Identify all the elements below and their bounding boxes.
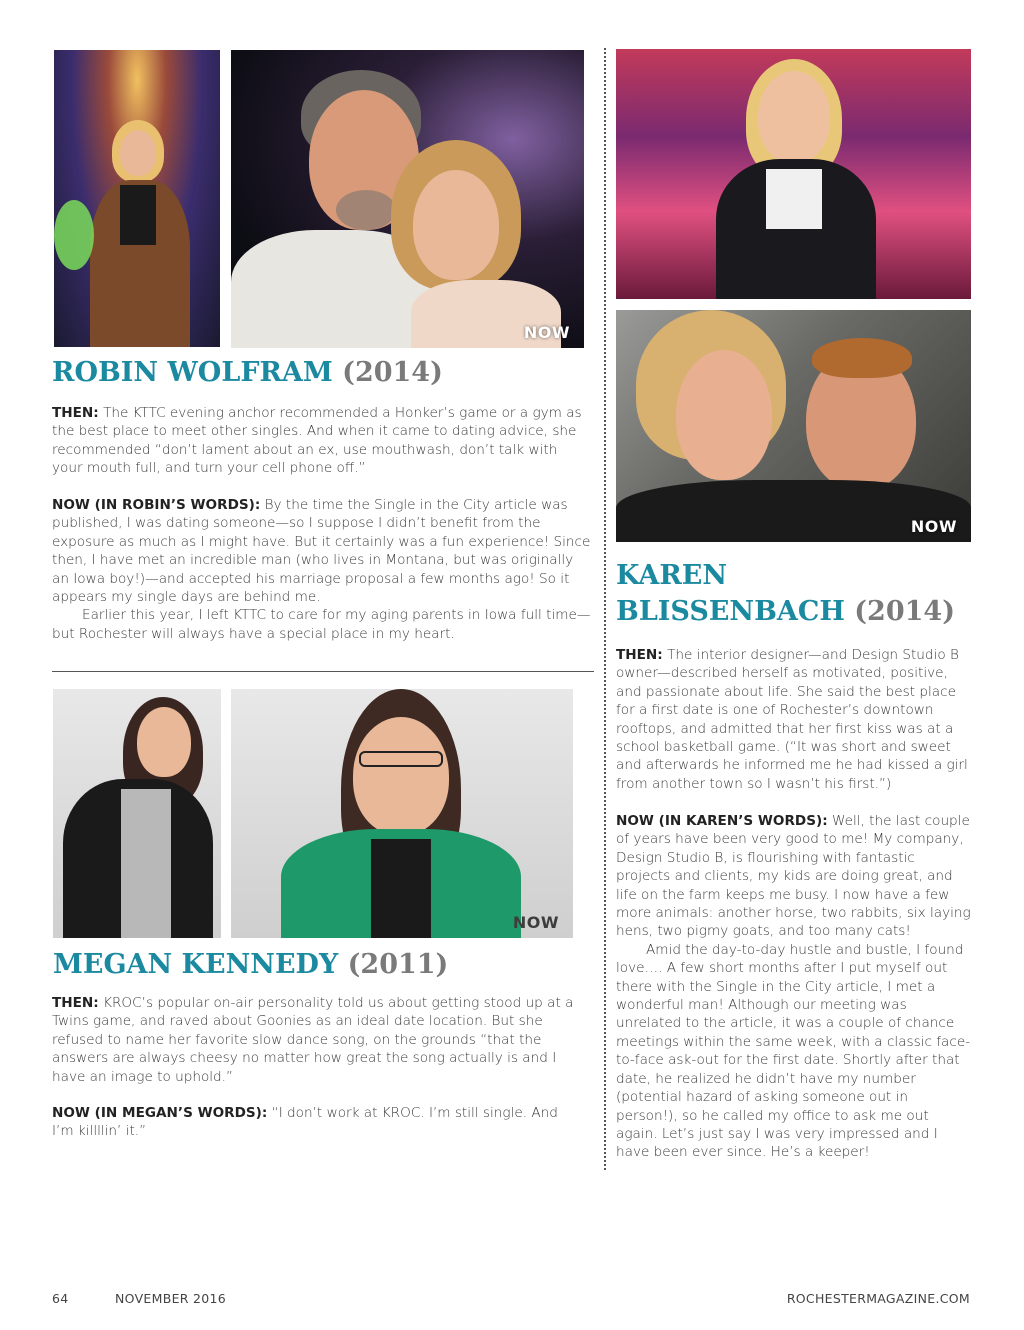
robin-now-photo xyxy=(231,50,584,348)
megan-then-paragraph xyxy=(52,994,592,1086)
now-label: NOW (IN ROBIN’S WORDS): xyxy=(52,497,261,513)
robin-heading xyxy=(52,358,443,388)
section-divider xyxy=(52,671,594,672)
now-tag: NOW xyxy=(512,913,559,932)
then-label: THEN: xyxy=(616,647,663,663)
karen-now-photo xyxy=(616,310,971,542)
now-label: NOW (IN MEGAN’S WORDS): xyxy=(52,1105,268,1121)
column-divider xyxy=(604,48,606,1170)
issue-date: NOVEMBER 2016 xyxy=(115,1291,227,1306)
now-tag: NOW xyxy=(523,323,570,342)
megan-now-photo xyxy=(231,689,573,938)
robin-now-paragraph xyxy=(52,496,592,643)
person-name-last: BLISSENBACH xyxy=(616,596,845,627)
then-text: The interior designer—and Design Studio B owner—described herself as motivated, positive, and passionate about life. She said the best place for a first date is one of Rochester’s downtown rooftops, and admitted that her first kiss was at a school basketball game. (“It was short and sweet and afterwards he informed me he had kissed a girl from another town so I wasn’t his first.”) xyxy=(616,647,968,792)
then-text: The KTTC evening anchor recommended a Honker’s game or a gym as the best place to meet other singles. And when it came to dating advice, she recommended “don’t lament about an ex, use mouthwash, don’t talk with your mouth full, and turn your cell phone off.” xyxy=(52,405,582,477)
page-number: 64 xyxy=(52,1291,69,1306)
then-label: THEN: xyxy=(52,405,99,421)
robin-then-photo xyxy=(54,50,220,347)
feature-year: (2011) xyxy=(347,949,449,980)
karen-then-photo xyxy=(616,49,971,299)
megan-heading xyxy=(53,950,448,980)
megan-then-photo xyxy=(53,689,221,938)
now-tag: NOW xyxy=(910,517,957,536)
karen-then-paragraph xyxy=(616,646,972,793)
now-text-continued: Amid the day-to-day hustle and bustle, I found love…. A few short months after I put myself out there with the Single in the City article, I met a wonderful man! Although our meeting was unrelated to the article, it was a couple of chance meetings within the same week, with a classic face-to-face ask-out for the first date. Shortly after that date, he realized he didn’t have my number (potential hazard of asking someone out in person!), so he called my office to ask me out again. Let’s just say I was very impressed and I have been ever since. He’s a keeper! xyxy=(616,941,971,1161)
now-label: NOW (IN KAREN’S WORDS): xyxy=(616,813,828,829)
then-label: THEN: xyxy=(52,995,99,1011)
then-text: KROC’s popular on-air personality told us about getting stood up at a Twins game, and raved about Goonies as an ideal date location. But she refused to name her favorite slow dance song, on the grounds “that the answers are always cheesy no matter how great the song actually is and I have an image to uphold.” xyxy=(52,995,574,1085)
now-text: By the time the Single in the City article was published, I was dating someone—so I suppose I didn’t benefit from the exposure as much as I might have. But it certainly was a fun experience! Since then, I have met an incredible man (who lives in Montana, but was originally an Iowa boy!)—and accepted his marriage proposal a few months ago! So it appears my single days are behind me. xyxy=(52,497,591,606)
now-text: Well, the last couple of years have been very good to me! My company, Design Studio B, is flourishing with fantastic projects and clients, my kids are doing great, and life on the farm keeps me busy. I now have a few more animals: another horse, two rabbits, six laying hens, two pigmy goats, and too many cats! xyxy=(616,813,971,940)
megan-now-paragraph xyxy=(52,1104,572,1141)
now-text-continued: Earlier this year, I left KTTC to care for my aging parents in Iowa full time—but Rochester will always have a special place in my heart. xyxy=(52,607,591,642)
feature-year: (2014) xyxy=(342,357,443,388)
person-name: ROBIN WOLFRAM xyxy=(52,357,333,388)
person-name: MEGAN KENNEDY xyxy=(53,949,339,980)
karen-heading xyxy=(616,558,955,630)
person-name-first: KAREN xyxy=(616,560,728,591)
karen-now-paragraph xyxy=(616,812,972,1162)
robin-then-paragraph xyxy=(52,404,592,478)
website-url: ROCHESTERMAGAZINE.COM xyxy=(786,1291,970,1306)
now-text: “I don’t work at KROC. I’m still single. And I’m killllin’ it.” xyxy=(52,1105,558,1140)
feature-year: (2014) xyxy=(854,596,955,627)
